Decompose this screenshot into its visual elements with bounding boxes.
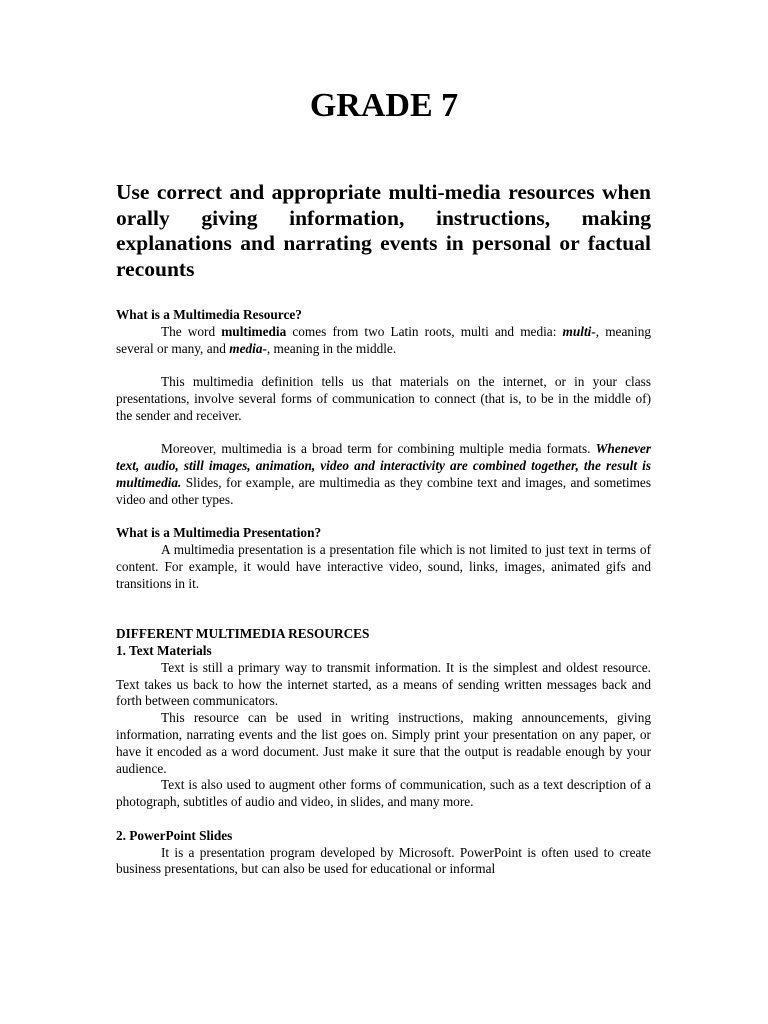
text-run: , meaning several or many, and <box>116 323 651 356</box>
paragraph-broad-term <box>116 441 651 508</box>
text-run: Moreover, multimedia is a broad term for combining multiple media formats. <box>161 441 596 457</box>
section-heading-multimedia-resource: What is a Multimedia Resource? <box>116 307 302 322</box>
bold-italic-term: media- <box>229 340 267 356</box>
paragraph-text-primary: Text is still a primary way to transmit information. It is the simplest and oldest resource. Text takes us back to how the internet started, as a means of sending written messages back and forth between communicators. <box>116 659 651 709</box>
subheading-powerpoint: 2. PowerPoint Slides <box>116 827 233 843</box>
document-body <box>116 307 651 878</box>
text-run: , meaning in the middle. <box>266 340 397 356</box>
text-run: comes from two Latin roots, multi and media: <box>286 323 563 339</box>
bold-italic-sentence: Whenever text, audio, still images, animation, video and interactivity are combined together, the result is multimedia. <box>116 441 651 490</box>
learning-standard: Use correct and appropriate multi-media resources when orally giving information, instructions, making explanations and narrating events in personal or factual recounts <box>116 180 651 281</box>
paragraph-text-uses: This resource can be used in writing instructions, making announcements, giving information, narrating events and the list goes on. Simply print your presentation on any paper, or have it encoded as a word document. Just make it sure that the output is readable enough by your audience. <box>116 710 651 776</box>
paragraph-presentation: A multimedia presentation is a presentation file which is not limited to just text in terms of content. For example, it would have interactive video, sound, links, images, animated gifs and transitions in it. <box>116 542 651 591</box>
paragraph-powerpoint: It is a presentation program developed by Microsoft. PowerPoint is often used to create business presentations, but can also be used for educational or informal <box>116 844 651 877</box>
bold-term: multimedia <box>221 323 287 339</box>
text-run: Slides, for example, are multimedia as they combine text and images, and sometimes video and other types. <box>116 474 651 507</box>
subheading-text-materials: 1. Text Materials <box>116 642 212 658</box>
bold-italic-term: multi- <box>562 323 596 339</box>
section-heading-multimedia-presentation: What is a Multimedia Presentation? <box>116 525 322 541</box>
paragraph-text-augment: Text is also used to augment other forms of communication, such as a text description of a photograph, subtitles of audio and video, in slides, and many more. <box>116 777 651 810</box>
page-title: GRADE 7 <box>309 87 459 124</box>
section-heading-different-resources: DIFFERENT MULTIMEDIA RESOURCES <box>116 626 370 642</box>
paragraph-definition: This multimedia definition tells us that materials on the internet, or in your class presentations, involve several forms of communication to connect (that is, to be in the middle of) the sender and receiver. <box>116 374 651 423</box>
text-run: The word <box>161 323 222 339</box>
paragraph-word-multimedia <box>116 324 651 358</box>
